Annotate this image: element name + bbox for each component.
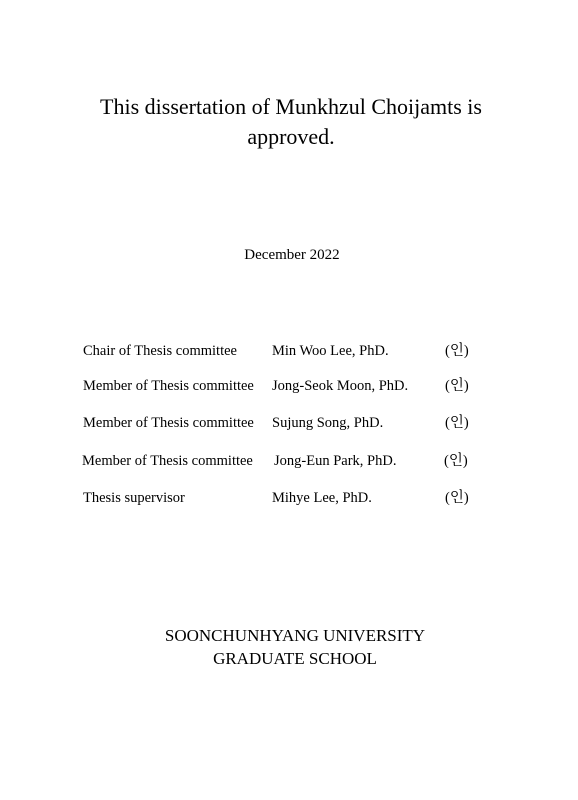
committee-role: Thesis supervisor: [83, 490, 185, 506]
university-name: SOONCHUNHYANG UNIVERSITY: [164, 626, 426, 645]
committee-member-name: Jong-Eun Park, PhD.: [274, 453, 397, 469]
seal-mark: (인): [444, 453, 468, 469]
committee-member-name: Jong-Seok Moon, PhD.: [272, 378, 409, 394]
approval-statement: [40, 92, 542, 152]
approval-date: December 2022: [244, 247, 340, 263]
institution-name: [0, 624, 578, 670]
committee-member-name: Sujung Song, PhD.: [272, 415, 384, 431]
approval-statement-line-2: approved.: [247, 124, 335, 149]
seal-mark: (인): [445, 415, 469, 431]
committee-member-name: Mihye Lee, PhD.: [272, 490, 372, 506]
seal-mark: (인): [445, 378, 469, 394]
committee-row-supervisor: [0, 487, 578, 509]
committee-role: Member of Thesis committee: [83, 378, 254, 394]
committee-role: Chair of Thesis committee: [83, 343, 237, 359]
committee-row-member-2: [0, 412, 578, 434]
seal-mark: (인): [445, 343, 469, 359]
committee-role: Member of Thesis committee: [83, 415, 254, 431]
graduate-school-name: GRADUATE SCHOOL: [213, 649, 377, 668]
committee-row-chair: [0, 340, 578, 362]
committee-role: Member of Thesis committee: [82, 453, 253, 469]
committee-member-name: Min Woo Lee, PhD.: [272, 343, 389, 359]
committee-row-member-1: [0, 375, 578, 397]
approval-statement-line-1: This dissertation of Munkhzul Choijamts is: [100, 94, 482, 119]
seal-mark: (인): [445, 490, 469, 506]
committee-row-member-3: [0, 450, 578, 472]
